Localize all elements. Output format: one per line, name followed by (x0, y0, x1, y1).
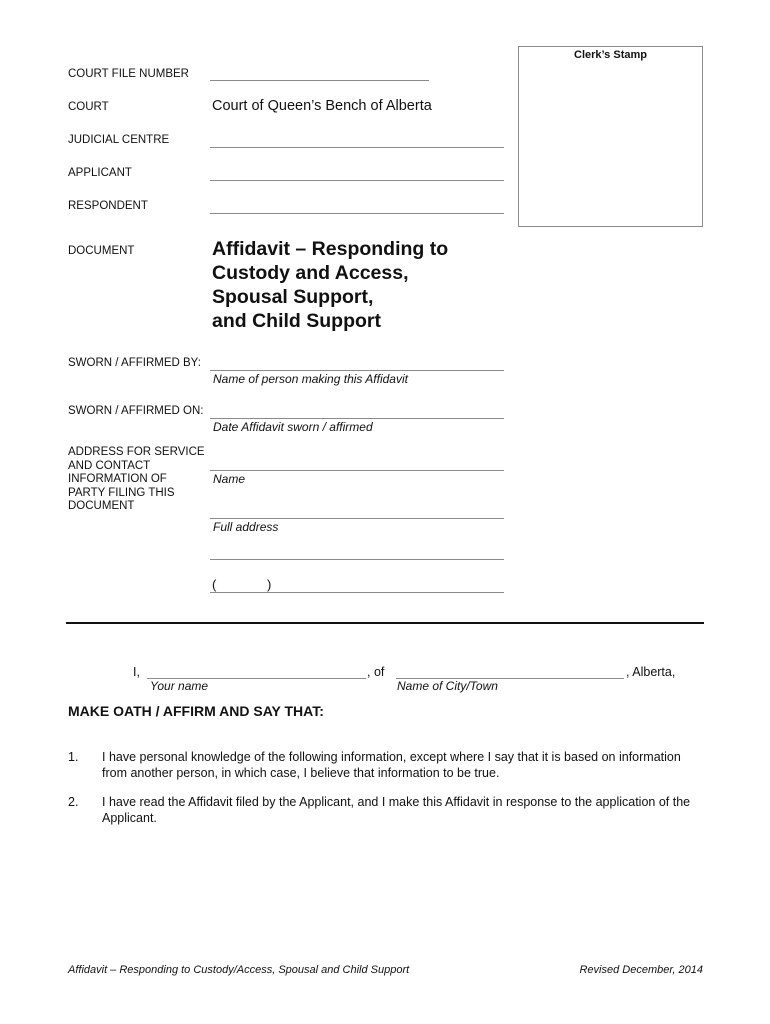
party-name-line (210, 470, 504, 471)
footer-revision-date: Revised December, 2014 (579, 964, 703, 976)
respondent-field[interactable] (210, 199, 504, 213)
sworn-by-label: SWORN / AFFIRMED BY: (68, 357, 201, 369)
applicant-label: APPLICANT (68, 167, 132, 179)
respondent-label: RESPONDENT (68, 200, 148, 212)
sworn-on-label: SWORN / AFFIRMED ON: (68, 405, 204, 417)
oath-alberta-text: , Alberta, (626, 665, 676, 679)
full-address-hint: Full address (213, 520, 279, 534)
judicial-centre-label: JUDICIAL CENTRE (68, 134, 170, 146)
address-for-service-label (68, 446, 205, 514)
judicial-centre-line (210, 147, 504, 148)
document-title-line: Spousal Support, (212, 286, 374, 308)
document-title-line: Custody and Access, (212, 262, 409, 284)
full-address-field[interactable] (210, 504, 504, 518)
section-divider (66, 622, 704, 624)
clerks-stamp-box (518, 46, 703, 227)
court-label: COURT (68, 101, 109, 113)
phone-field[interactable] (210, 578, 504, 592)
document-label: DOCUMENT (68, 245, 135, 257)
city-field[interactable] (396, 664, 624, 678)
court-value: Court of Queen’s Bench of Alberta (212, 98, 432, 114)
party-name-field[interactable] (210, 456, 504, 470)
address-line-2-line (210, 559, 504, 560)
sworn-by-field[interactable] (210, 356, 504, 370)
judicial-centre-field[interactable] (210, 133, 504, 147)
address-label-line: PARTY FILING THIS (68, 486, 175, 499)
phone-area-open: ( (212, 577, 217, 592)
footer-form-title: Affidavit – Responding to Custody/Access, Spousal and Child Support (68, 964, 410, 976)
oath-i-prefix: I, (133, 665, 140, 679)
sworn-by-hint: Name of person making this Affidavit (213, 372, 408, 386)
address-label-line: AND CONTACT (68, 459, 151, 472)
sworn-on-field[interactable] (210, 404, 504, 418)
court-file-number-label: COURT FILE NUMBER (68, 68, 189, 80)
your-name-field[interactable] (147, 664, 366, 678)
applicant-line (210, 180, 504, 181)
item-number: 1. (68, 750, 79, 764)
oath-of-text: , of (367, 665, 385, 679)
court-file-number-line (210, 80, 429, 81)
document-title-line: and Child Support (212, 310, 381, 332)
address-label-line: INFORMATION OF (68, 473, 167, 485)
document-title (212, 237, 512, 333)
phone-area-close: ) (267, 577, 272, 592)
respondent-line (210, 213, 504, 214)
address-label-line: ADDRESS FOR SERVICE (68, 446, 205, 458)
address-label-line: DOCUMENT (68, 500, 135, 512)
item-text: I have personal knowledge of the following information, except where I say that it is based on information from another person, in which case, I believe that information to be true. (102, 750, 681, 780)
item-text: I have read the Affidavit filed by the Applicant, and I make this Affidavit in response to the application of the Applicant. (102, 795, 691, 825)
phone-line (210, 592, 504, 593)
sworn-on-line (210, 418, 504, 419)
document-title-line: Affidavit – Responding to (212, 238, 449, 260)
item-number: 2. (68, 795, 79, 809)
applicant-field[interactable] (210, 166, 504, 180)
court-file-number-field[interactable] (210, 66, 429, 80)
clerks-stamp-title: Clerk’s Stamp (574, 49, 647, 61)
sworn-on-hint: Date Affidavit sworn / affirmed (213, 420, 373, 434)
full-address-line (210, 518, 504, 519)
sworn-by-line (210, 370, 504, 371)
oath-heading: MAKE OATH / AFFIRM AND SAY THAT: (68, 703, 324, 719)
your-name-hint: Your name (150, 679, 209, 693)
city-hint: Name of City/Town (397, 679, 498, 693)
party-name-hint: Name (213, 472, 246, 486)
address-line-2-field[interactable] (210, 545, 504, 559)
